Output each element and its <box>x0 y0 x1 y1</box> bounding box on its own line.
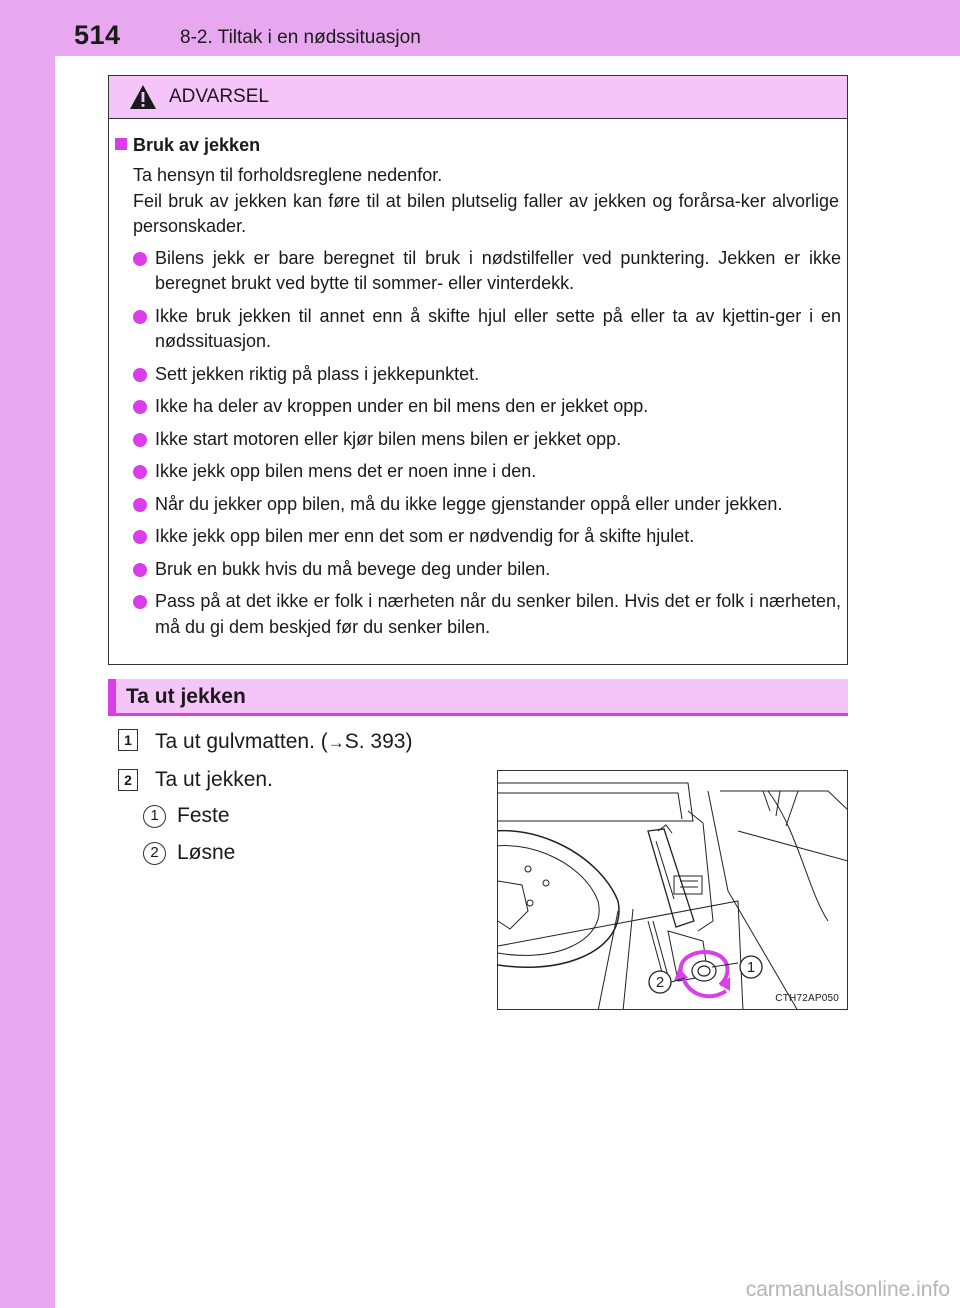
bullet-dot-icon <box>133 498 147 512</box>
warning-topic-label: Bruk av jekken <box>133 135 261 155</box>
bullet-dot-icon <box>133 595 147 609</box>
warning-header <box>109 76 847 119</box>
warning-bullet-text: Ikke ha deler av kroppen under en bil mens den er jekket opp. <box>155 396 649 416</box>
warning-bullet-text: Pass på at det ikke er folk i nærheten når du senker bilen. Hvis det er folk i nærheten, må du gi dem beskjed før du senker bilen. <box>155 591 841 637</box>
header-divider <box>55 56 960 58</box>
warning-bullet <box>133 492 841 518</box>
substep-text: Feste <box>177 804 230 827</box>
section-heading <box>108 679 848 716</box>
warning-bullet-text: Ikke jekk opp bilen mer enn det som er nødvendig for å skifte hjulet. <box>155 526 695 546</box>
bullet-dot-icon <box>133 433 147 447</box>
warning-topic <box>115 135 847 161</box>
callout-1-label: 1 <box>746 959 756 976</box>
figure-code: CTH72AP050 <box>775 993 839 1004</box>
callout-number: 1 <box>143 805 166 828</box>
warning-bullet <box>133 304 841 355</box>
warning-bullet-text: Bruk en bukk hvis du må bevege deg under bilen. <box>155 558 551 579</box>
warning-intro <box>133 163 839 240</box>
jack-drawing <box>498 771 848 1010</box>
bullet-dot-icon <box>133 252 147 266</box>
page-margin-strip <box>0 0 55 1308</box>
warning-bullet-text: Ikke start motoren eller kjør bilen mens bilen er jekket opp. <box>155 428 622 449</box>
bullet-dot-icon <box>133 400 147 414</box>
warning-bullet <box>133 362 841 388</box>
callout-number: 2 <box>143 842 166 865</box>
page-number: 514 <box>74 20 121 50</box>
warning-title: ADVARSEL <box>169 86 269 107</box>
warning-bullet-list <box>109 246 847 641</box>
warning-intro-line: Ta hensyn til forholdsreglene nedenfor. <box>133 165 443 185</box>
jack-illustration <box>497 770 848 1010</box>
bullet-dot-icon <box>133 563 147 577</box>
arrow-right-icon: → <box>327 733 345 752</box>
substep-text: Løsne <box>177 841 236 864</box>
warning-bullet <box>133 524 841 550</box>
step-number: 2 <box>118 769 138 791</box>
warning-bullet-text: Sett jekken riktig på plass i jekkepunktet. <box>155 363 480 384</box>
warning-triangle-icon <box>129 84 157 110</box>
section-heading-label: Ta ut jekken <box>126 685 246 708</box>
warning-bullet-text: Når du jekker opp bilen, må du ikke legge gjenstander oppå eller under jekken. <box>155 493 783 514</box>
square-bullet-icon <box>115 138 127 150</box>
warning-bullet-text: Bilens jekk er bare beregnet til bruk i nødstilfeller ved punktering. Jekken er ikke beregnet brukt ved bytte til sommer- eller vinterdekk. <box>155 247 841 293</box>
watermark: carmanualsonline.info <box>745 1278 950 1301</box>
heading-accent <box>108 679 116 713</box>
warning-box <box>108 75 848 665</box>
step-text <box>155 730 412 754</box>
step-reference: S. 393) <box>344 730 413 753</box>
warning-bullet <box>133 459 841 485</box>
warning-bullet-text: Ikke bruk jekken til annet enn å skifte hjul eller sette på eller ta av kjettin-ger i en nødssituasjon. <box>155 305 841 351</box>
warning-intro-line: Feil bruk av jekken kan føre til at bilen plutselig faller av jekken og forårsa-ker alvorlige personskader. <box>133 190 839 236</box>
warning-bullet <box>133 246 841 297</box>
callout-2-label: 2 <box>655 974 665 991</box>
bullet-dot-icon <box>133 465 147 479</box>
warning-bullet <box>133 394 841 420</box>
warning-bullet <box>133 427 841 453</box>
warning-bullet-text: Ikke jekk opp bilen mens det er noen inne i den. <box>155 461 537 481</box>
bullet-dot-icon <box>133 310 147 324</box>
section-title: 8-2. Tiltak i en nødssituasjon <box>180 27 421 48</box>
step-text: Ta ut jekken. <box>155 768 273 791</box>
warning-bullet <box>133 589 841 640</box>
bullet-dot-icon <box>133 530 147 544</box>
step-number: 1 <box>118 729 138 751</box>
warning-body <box>109 119 847 640</box>
step-text-main: Ta ut gulvmatten. ( <box>155 730 328 753</box>
bullet-dot-icon <box>133 368 147 382</box>
warning-bullet <box>133 557 841 583</box>
